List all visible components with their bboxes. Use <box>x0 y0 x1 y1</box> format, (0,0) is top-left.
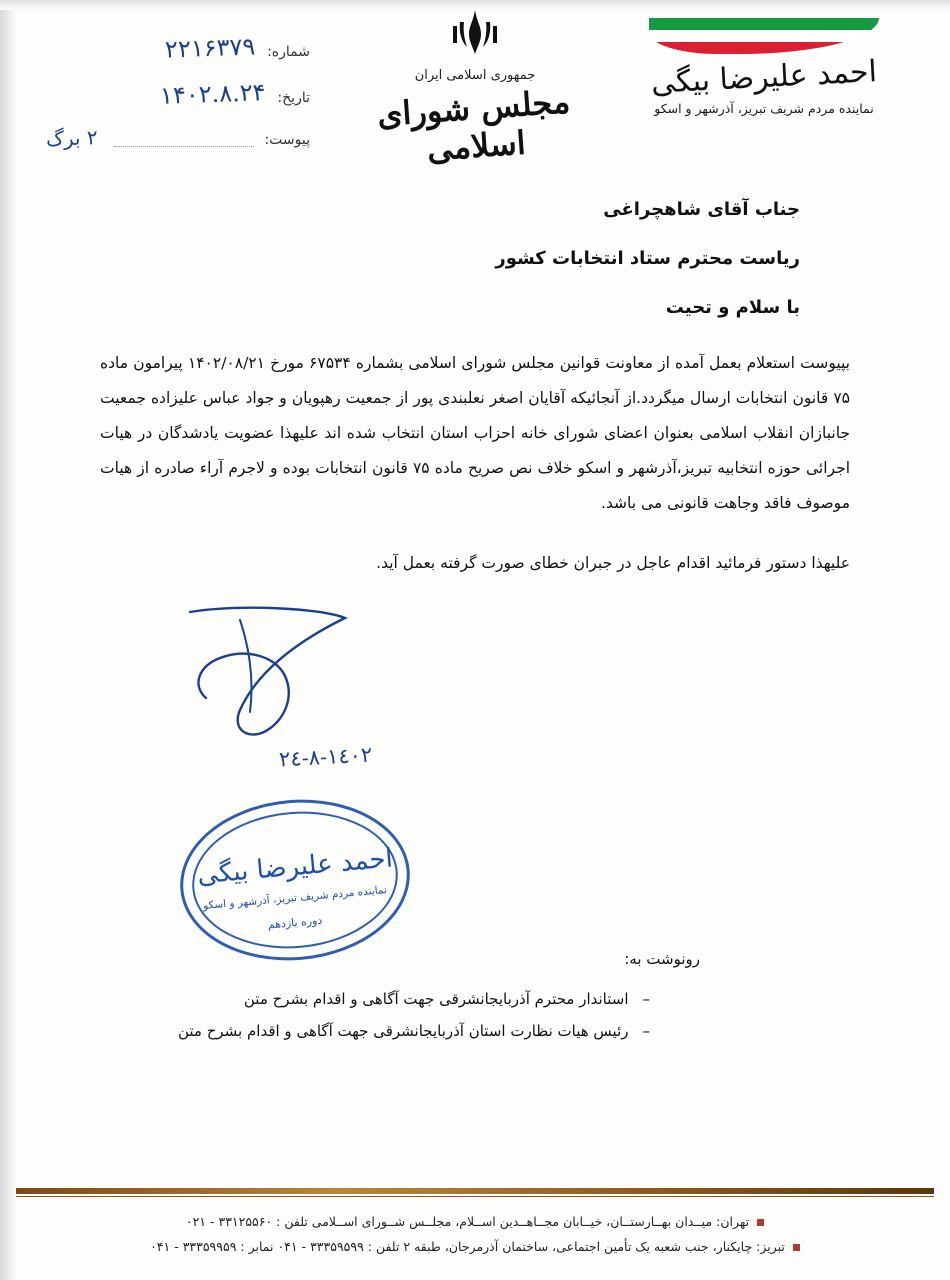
cc-item-text: استاندار محترم آذربایجانشرقی جهت آگاهی و اقدام بشرح متن <box>243 990 629 1009</box>
handwritten-date: ١٤٠٢-٨-٢٤ <box>278 743 373 772</box>
stamp-term: دوره یازدهم <box>267 914 323 932</box>
meta-number-label: شماره: <box>267 44 310 60</box>
footer-line-tehran <box>0 1209 950 1234</box>
cc-title: رونوشت به: <box>624 950 700 969</box>
country-name: جمهوری اسلامی ایران <box>414 68 536 83</box>
cc-list-item <box>70 990 650 1008</box>
meta-date-value: ۱۴۰۲.۸.۲۴ <box>159 78 266 110</box>
carbon-copy-block <box>0 950 950 1040</box>
letter-body <box>0 199 950 950</box>
salutation-line-3: با سلام و تحیت <box>665 297 800 318</box>
iran-flag-icon <box>649 18 879 54</box>
cc-dash-icon: – <box>642 990 650 1009</box>
iran-emblem-icon <box>360 8 590 66</box>
footer-contact-lines <box>0 1197 950 1259</box>
meta-number-value: ۲۲۱۶۳۷۹ <box>164 32 256 64</box>
national-emblem-block <box>360 8 590 169</box>
bullet-icon <box>757 1219 764 1226</box>
letter-footer <box>0 1188 950 1280</box>
cc-list-item <box>70 1022 650 1040</box>
handwritten-signature <box>180 600 360 760</box>
stamp-role: نماینده مردم شریف تبریز، آذرشهر و اسکو <box>202 884 388 913</box>
meta-dotted-line <box>114 132 255 147</box>
footer-line-tabriz <box>0 1234 950 1259</box>
member-role: نماینده مردم شریف تبریز، آذرشهر و اسکو <box>654 101 874 116</box>
signature-zone <box>70 590 880 950</box>
letter-paragraph-2: علیهذا دستور فرمائید اقدام عاجل در جبران خطای صورت گرفته بعمل آید. <box>376 554 850 573</box>
meta-attachment-label: پیوست: <box>264 132 310 148</box>
stamp-name: احمد علیرضا بیگی <box>196 843 394 891</box>
assembly-name: مجلس شورای اسلامی <box>376 82 572 169</box>
meta-date-label: تاریخ: <box>277 90 310 106</box>
cc-item-text: رئیس هیات نظارت استان آذربایجانشرقی جهت آگاهی و اقدام بشرح متن <box>177 1022 629 1041</box>
footer-divider <box>16 1188 934 1194</box>
salutation-line-1: جناب آقای شاهچراغی <box>603 199 800 220</box>
letter-paragraph-1: بپیوست استعلام بعمل آمده از معاونت قوانین مجلس شورای اسلامی بشماره ۶۷۵۳۴ مورخ ۱۴۰۲/۰۸/۲۱ پیرامون ماده ۷۵ قانون انتخابات ارسال میگردد.از آنجائیکه آقایان اصغر نعلبندی پور از جمعیت رهپویان و جواد عباس علیزاده جمعیت جانبازان انقلاب اسلامی بعنوان اعضای شورای خانه احزاب استان انتخاب شده اند علیهذا عضویت یادشدگان در هیات اجرائی حوزه انتخابیه تبریز،آذرشهر و اسکو خلاف نص صریح ماده ۷۵ قانون انتخابات بوده و لاجرم آراء صادره از هیات موصوف فاقد وجاهت قانونی می باشد. <box>100 354 850 512</box>
letterhead <box>0 0 950 195</box>
meta-row-number <box>40 34 310 62</box>
bullet-icon <box>793 1244 800 1251</box>
footer-tabriz-text: تبریز: چایکنار، جنب شعبه یک تأمین اجتماعی، ساختمان آذرمرجان، طبقه ۲ تلفن : ۳۳۳۵۹۵۹۹ - ۰۴۱ نمابر : ۳۳۳۵۹۹۵۹ - ۰۴۱ <box>150 1239 785 1254</box>
official-stamp <box>180 800 410 960</box>
cc-dash-icon: – <box>642 1022 650 1041</box>
member-brand-block <box>614 18 914 116</box>
member-signature-name: احمد علیرضا بیگی <box>650 54 878 101</box>
meta-row-attachment <box>40 126 310 150</box>
footer-tehran-text: تهران: میــدان بهــارستــان، خیــابان مجــاهــدین اســلام، مجلــس شــورای اســلامی تلفن : ۳۳۱۲۵۵۶۰ - ۰۲۱ <box>185 1214 750 1229</box>
meta-row-date <box>40 80 310 108</box>
salutation-line-2: ریاست محترم ستاد انتخابات کشور <box>495 248 800 269</box>
letter-meta-block <box>40 34 310 168</box>
salutation-block <box>70 199 800 318</box>
meta-attachment-value: ۲ برگ <box>45 125 99 151</box>
